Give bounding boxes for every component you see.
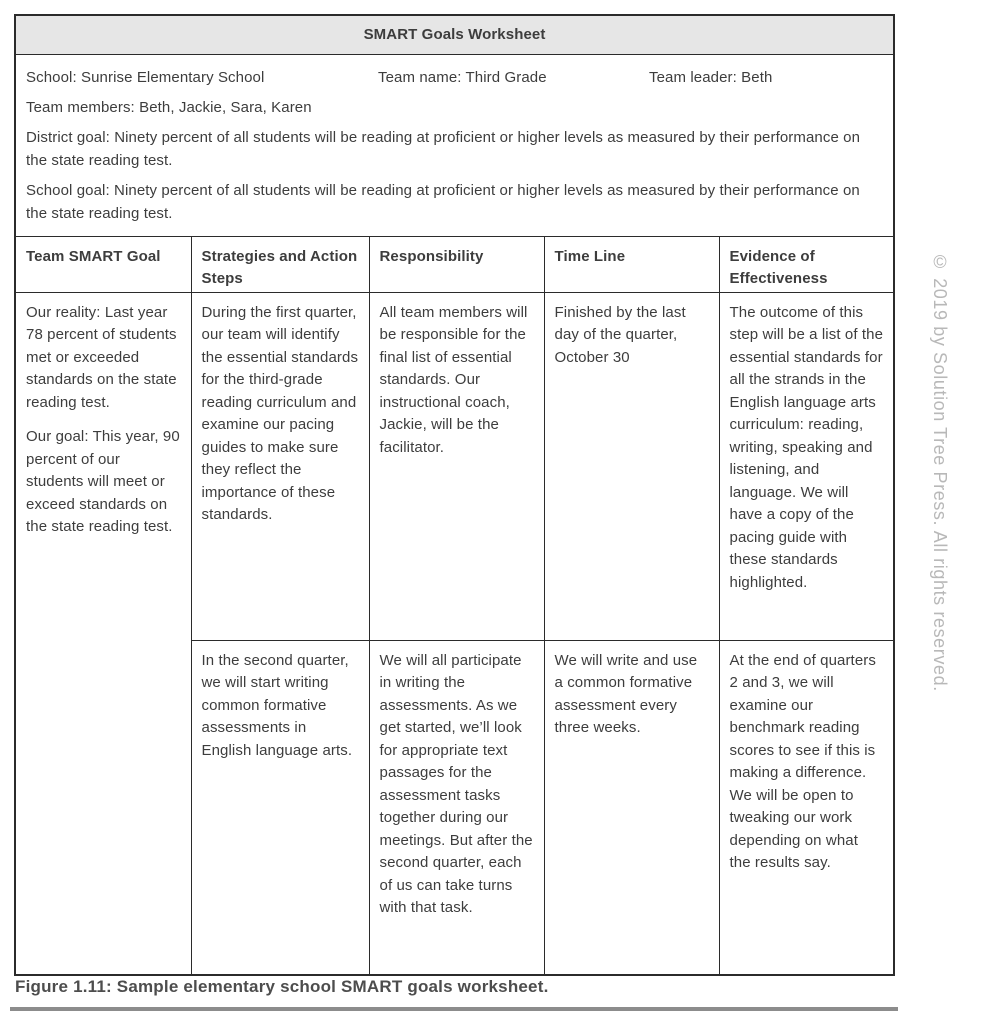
column-header-evidence: Evidence of Effectiveness bbox=[719, 236, 894, 292]
cell-time-line-row1: Finished by the last day of the quarter, October 30 bbox=[544, 292, 719, 640]
cell-evidence-row1: The outcome of this step will be a list of the essential standards for all the strands in the English language arts curriculum: reading, writing, speaking and listening, and language. We will have a copy of the pacing guide with these standards highlighted. bbox=[719, 292, 894, 640]
info-line-school-team bbox=[26, 66, 883, 89]
smart-goal-goal-text: Our goal: This year, 90 percent of our students will meet or exceed standards on the state reading test. bbox=[26, 428, 180, 535]
cell-responsibility-row2: We will all participate in writing the assessments. As we get started, we’ll look for appropriate text passages for the assessment tasks together during our meetings. But after the second quarter, each of us can take turns with that task. bbox=[369, 640, 544, 975]
school-field: School: Sunrise Elementary School bbox=[26, 68, 265, 86]
column-header-team-smart-goal: Team SMART Goal bbox=[15, 236, 191, 292]
column-header-responsibility: Responsibility bbox=[369, 236, 544, 292]
bottom-rule-divider bbox=[10, 1007, 898, 1011]
district-goal-text: District goal: Ninety percent of all students will be reading at proficient or higher levels as measured by their performance on the state reading test. bbox=[26, 128, 861, 169]
column-header-time-line: Time Line bbox=[544, 236, 719, 292]
cell-strategies-row2: In the second quarter, we will start writing common formative assessments in English language arts. bbox=[191, 640, 369, 975]
figure-caption: Figure 1.11: Sample elementary school SMART goals worksheet. bbox=[15, 977, 549, 996]
table-header-row bbox=[15, 236, 894, 292]
team-name-field: Team name: Third Grade bbox=[378, 68, 547, 86]
cell-evidence-row2: At the end of quarters 2 and 3, we will examine our benchmark reading scores to see if this is making a difference. We will be open to tweaking our work depending on what the results say. bbox=[719, 640, 894, 975]
cell-time-line-row2: We will write and use a common formative assessment every three weeks. bbox=[544, 640, 719, 975]
team-leader-field: Team leader: Beth bbox=[649, 68, 773, 86]
team-members-field: Team members: Beth, Jackie, Sara, Karen bbox=[26, 98, 312, 116]
cell-team-smart-goal bbox=[15, 292, 191, 975]
worksheet-info-section bbox=[15, 54, 894, 236]
column-header-strategies: Strategies and Action Steps bbox=[191, 236, 369, 292]
smart-goal-reality-text: Our reality: Last year 78 percent of students met or exceeded standards on the state reading test. bbox=[26, 303, 177, 411]
cell-responsibility-row1: All team members will be responsible for the final list of essential standards. Our instructional coach, Jackie, will be the facilitator. bbox=[369, 292, 544, 640]
school-goal-text: School goal: Ninety percent of all students will be reading at proficient or higher levels as measured by their performance on the state reading test. bbox=[26, 181, 860, 222]
copyright-vertical-text: © 2019 by Solution Tree Press. All rights reserved. bbox=[930, 252, 950, 692]
worksheet-title: SMART Goals Worksheet bbox=[15, 15, 894, 54]
cell-strategies-row1: During the first quarter, our team will identify the essential standards for the third-grade reading curriculum and examine our pacing guides to make sure they reflect the importance of these standards. bbox=[191, 292, 369, 640]
smart-goals-worksheet-table bbox=[14, 14, 895, 976]
table-row bbox=[15, 292, 894, 640]
